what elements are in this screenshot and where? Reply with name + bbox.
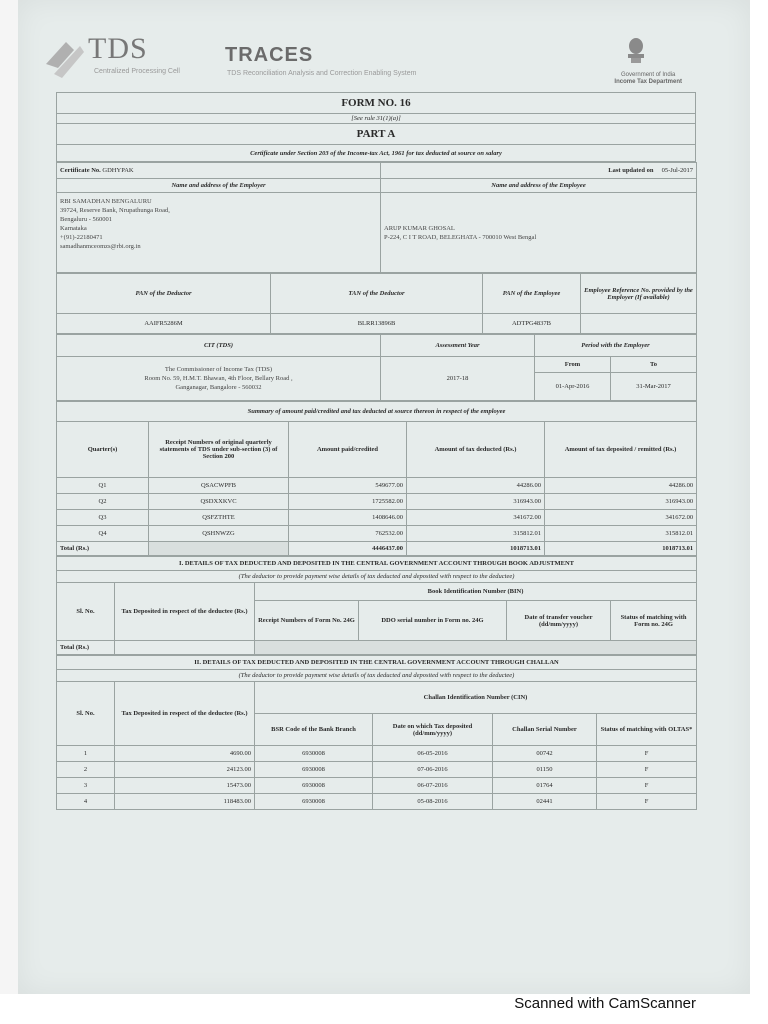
form-part: PART A	[57, 124, 696, 145]
page-header	[40, 30, 692, 90]
s1-tax-deposited-header: Tax Deposited in respect of the deductee (Rs.)	[115, 583, 255, 641]
tax-deducted-cell: 341672.00	[407, 510, 545, 526]
tax-deposited-cell: 44286.00	[545, 478, 697, 494]
summary-row	[57, 526, 697, 542]
receipt-cell: QSDXXKVC	[149, 494, 289, 510]
pan-employee-label: PAN of the Employee	[483, 274, 581, 314]
section1-heading: I. DETAILS OF TAX DEDUCTED AND DEPOSITED IN THE CENTRAL GOVERNMENT ACCOUNT THROUGH BOOK ADJUSTMENT	[57, 557, 697, 571]
national-emblem-icon	[622, 36, 650, 66]
employee-ref-label: Employee Reference No. provided by the Employer (If available)	[581, 274, 697, 314]
receipt-cell: QSFZTHTE	[149, 510, 289, 526]
s2-bsr-cell: 6930008	[255, 778, 373, 794]
employer-line: 39724, Reserve Bank, Nrupathunga Road,	[60, 207, 170, 214]
tds-subtitle: Centralized Processing Cell	[94, 68, 180, 75]
cert-no-value: GDHYPAK	[102, 167, 134, 174]
traces-title: TRACES	[225, 44, 314, 66]
last-updated-cell	[381, 163, 697, 179]
summary-row	[57, 510, 697, 526]
s2-tax-cell: 4690.00	[115, 746, 255, 762]
cit-line: The Commissioner of Income Tax (TDS)	[164, 366, 273, 373]
tax-deposited-cell: 315812.01	[545, 526, 697, 542]
tax-deposited-cell: 341672.00	[545, 510, 697, 526]
summary-header-cell: Amount paid/credited	[289, 422, 407, 478]
s2-header-cell: Status of matching with OLTAS*	[597, 714, 697, 746]
tan-deductor-value: BLRR13896B	[271, 314, 483, 334]
s2-status-cell: F	[597, 778, 697, 794]
s2-tax-cell: 24123.00	[115, 762, 255, 778]
total-amount-paid: 4446437.00	[289, 542, 407, 556]
s2-date-cell: 06-05-2016	[373, 746, 493, 762]
form-title-table	[56, 92, 696, 162]
tax-deducted-cell: 315812.01	[407, 526, 545, 542]
section2-subheading: (The deductor to provide payment wise details of tax deducted and deposited with respect to the deductee)	[57, 670, 697, 682]
goi-line-2: Income Tax Department	[614, 79, 682, 85]
s1-total-value	[115, 641, 255, 655]
s2-status-cell: F	[597, 794, 697, 810]
summary-heading: Summary of amount paid/credited and tax deducted at source thereon in respect of the employee	[57, 402, 697, 422]
summary-row	[57, 478, 697, 494]
employer-heading: Name and address of the Employer	[57, 179, 381, 193]
employer-line: samadhanmceomzs@rbi.org.in	[60, 243, 141, 250]
form16-document	[56, 92, 696, 810]
traces-subtitle: TDS Reconciliation Analysis and Correction Enabling System	[227, 70, 417, 77]
summary-header-cell: Amount of tax deducted (Rs.)	[407, 422, 545, 478]
last-updated-label: Last updated on	[608, 167, 654, 174]
s2-slno-cell: 2	[57, 762, 115, 778]
s2-bsr-cell: 6930008	[255, 794, 373, 810]
quarter-cell: Q2	[57, 494, 149, 510]
tan-deductor-label: TAN of the Deductor	[271, 274, 483, 314]
employee-line: P-224, C I T ROAD, BELEGHATA - 700010 West Bengal	[384, 233, 537, 241]
s2-serial-cell: 02441	[493, 794, 597, 810]
s2-slno-cell: 1	[57, 746, 115, 762]
total-blank-cell	[149, 542, 289, 556]
challan-row	[57, 778, 697, 794]
s2-status-cell: F	[597, 746, 697, 762]
total-tax-deposited: 1018713.01	[545, 542, 697, 556]
challan-row	[57, 746, 697, 762]
employer-line: +(91)-22180471	[60, 234, 103, 241]
camscanner-watermark: Scanned with CamScanner	[514, 995, 696, 1012]
challan-row	[57, 794, 697, 810]
employer-line: Bengaluru - 560001	[60, 216, 112, 223]
last-updated-value: 05-Jul-2017	[661, 167, 693, 174]
certificate-heading: Certificate under Section 203 of the Income-tax Act, 1961 for tax deducted at source on salary	[57, 145, 696, 162]
s2-bsr-cell: 6930008	[255, 762, 373, 778]
summary-header-cell: Quarter(s)	[57, 422, 149, 478]
s1-header-cell: Receipt Numbers of Form No. 24G	[255, 601, 359, 641]
certificate-row	[56, 162, 697, 273]
employee-address	[381, 193, 697, 273]
total-label: Total (Rs.)	[57, 542, 149, 556]
cit-line: Ganganagar, Bangalore - 560032	[175, 384, 262, 391]
s2-bsr-cell: 6930008	[255, 746, 373, 762]
challan-table	[56, 655, 697, 810]
tax-deducted-cell: 316943.00	[407, 494, 545, 510]
period-from-value: 01-Apr-2016	[535, 373, 611, 401]
employee-ref-value	[581, 314, 697, 334]
s2-date-cell: 05-08-2016	[373, 794, 493, 810]
form-number: FORM NO. 16	[57, 93, 696, 114]
summary-table	[56, 401, 697, 556]
s2-header-cell: Challan Serial Number	[493, 714, 597, 746]
receipt-cell: QSHNWZG	[149, 526, 289, 542]
assessment-year-label: Assessment Year	[381, 335, 535, 357]
s2-slno-header: Sl. No.	[57, 682, 115, 746]
total-tax-deducted: 1018713.01	[407, 542, 545, 556]
pan-employee-value: ADTPG4837B	[483, 314, 581, 334]
certificate-number-cell	[57, 163, 381, 179]
s1-header-cell: Date of transfer voucher (dd/mm/yyyy)	[507, 601, 611, 641]
summary-total-row	[57, 542, 697, 556]
s1-bin-header: Book Identification Number (BIN)	[255, 583, 697, 601]
period-to-value: 31-Mar-2017	[611, 373, 697, 401]
s2-serial-cell: 00742	[493, 746, 597, 762]
s1-header-cell: DDO serial number in Form no. 24G	[359, 601, 507, 641]
cit-table	[56, 334, 697, 401]
book-adjustment-table	[56, 556, 697, 655]
cit-line: Room No. 59, H.M.T. Bhawan, 4th Floor, Bellary Road ,	[144, 375, 293, 382]
employer-address	[57, 193, 381, 273]
form-rule: [See rule 31(1)(a)]	[57, 114, 696, 124]
pan-deductor-label: PAN of the Deductor	[57, 274, 271, 314]
amount-paid-cell: 1408646.00	[289, 510, 407, 526]
s2-serial-cell: 01764	[493, 778, 597, 794]
pan-deductor-value: AAIFR5286M	[57, 314, 271, 334]
s2-status-cell: F	[597, 762, 697, 778]
s2-date-cell: 07-06-2016	[373, 762, 493, 778]
s2-tax-cell: 118483.00	[115, 794, 255, 810]
amount-paid-cell: 549677.00	[289, 478, 407, 494]
s2-slno-cell: 3	[57, 778, 115, 794]
period-label: Period with the Employer	[535, 335, 697, 357]
tds-logo-text: TDS	[88, 32, 148, 65]
page-margin	[0, 0, 18, 994]
summary-row	[57, 494, 697, 510]
employee-line: ARUP KUMAR GHOSAL	[384, 224, 455, 232]
s2-header-cell: Date on which Tax deposited (dd/mm/yyyy)	[373, 714, 493, 746]
quarter-cell: Q3	[57, 510, 149, 526]
tax-deposited-cell: 316943.00	[545, 494, 697, 510]
s1-total-label: Total (Rs.)	[57, 641, 115, 655]
s2-slno-cell: 4	[57, 794, 115, 810]
to-label: To	[611, 357, 697, 373]
quarter-cell: Q4	[57, 526, 149, 542]
employer-line: Karnataka	[60, 225, 87, 232]
employee-heading: Name and address of the Employee	[381, 179, 697, 193]
summary-header-cell: Receipt Numbers of original quarterly statements of TDS under sub-section (3) of Section 200	[149, 422, 289, 478]
goi-label	[614, 72, 682, 86]
s1-total-blank	[255, 641, 697, 655]
s2-tax-cell: 15473.00	[115, 778, 255, 794]
section2-heading: II. DETAILS OF TAX DEDUCTED AND DEPOSITED IN THE CENTRAL GOVERNMENT ACCOUNT THROUGH CHALLAN	[57, 656, 697, 670]
assessment-year-value: 2017-18	[381, 357, 535, 401]
goi-line-1: Government of India	[621, 72, 676, 78]
cit-address	[57, 357, 381, 401]
cit-label: CIT (TDS)	[57, 335, 381, 357]
quarter-cell: Q1	[57, 478, 149, 494]
s2-date-cell: 06-07-2016	[373, 778, 493, 794]
pan-tan-table	[56, 273, 697, 334]
challan-row	[57, 762, 697, 778]
s2-header-cell: BSR Code of the Bank Branch	[255, 714, 373, 746]
s2-tax-deposited-header: Tax Deposited in respect of the deductee (Rs.)	[115, 682, 255, 746]
employer-line: RBI SAMADHAN BENGALURU	[60, 198, 152, 205]
cert-no-label: Certificate No.	[60, 167, 101, 174]
amount-paid-cell: 762532.00	[289, 526, 407, 542]
s1-header-cell: Status of matching with Form no. 24G	[611, 601, 697, 641]
receipt-cell: QSACWPFB	[149, 478, 289, 494]
tax-deducted-cell: 44286.00	[407, 478, 545, 494]
s2-serial-cell: 01150	[493, 762, 597, 778]
from-label: From	[535, 357, 611, 373]
s2-cin-header: Challan Identification Number (CIN)	[255, 682, 697, 714]
summary-header-cell: Amount of tax deposited / remitted (Rs.)	[545, 422, 697, 478]
section1-subheading: (The deductor to provide payment wise details of tax deducted and deposited with respect to the deductee)	[57, 571, 697, 583]
amount-paid-cell: 1725582.00	[289, 494, 407, 510]
s1-slno-header: Sl. No.	[57, 583, 115, 641]
